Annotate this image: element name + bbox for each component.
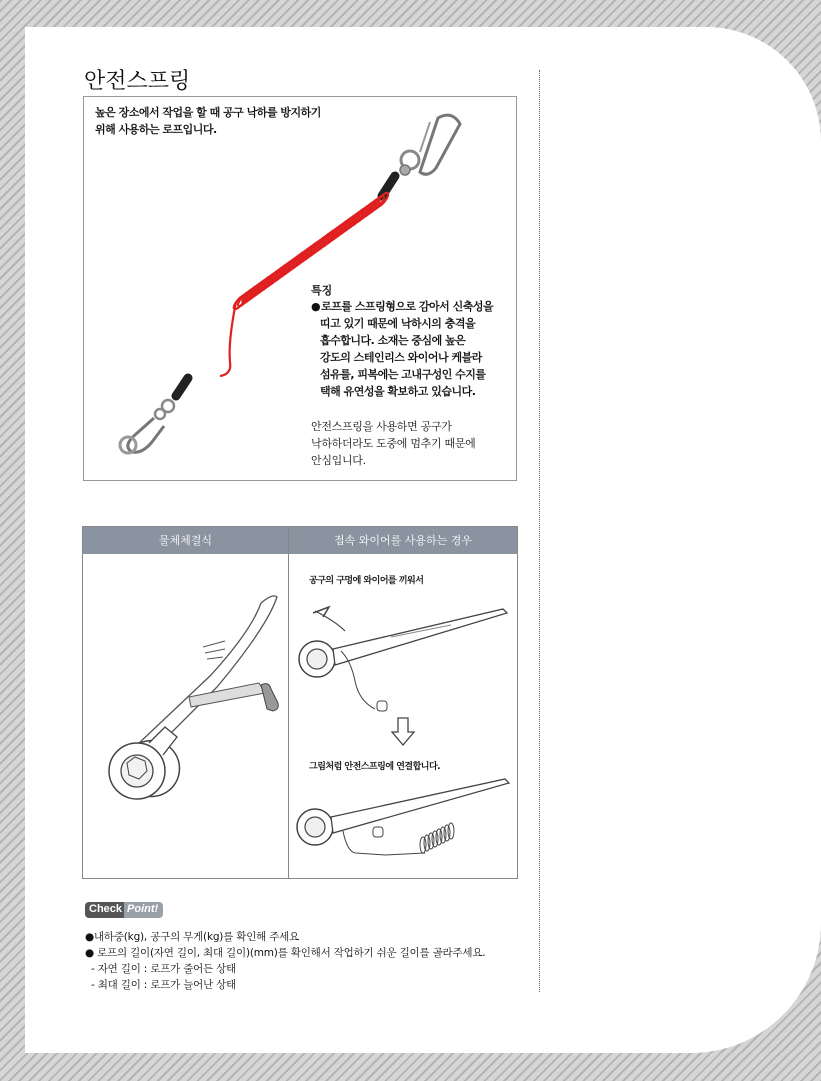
- checkpoint-badge: [85, 902, 163, 918]
- features-line: 흡수합니다. 소재는 중심에 높은: [320, 334, 466, 347]
- wrench-with-clip-illustration: [93, 567, 283, 837]
- features-title: 특징: [311, 284, 333, 297]
- note-line: 낙하하더라도 도중에 멈추기 때문에: [311, 437, 476, 450]
- checkpoint-note: ● 로프의 길이(자연 길이, 최대 길이)(mm)를 확인해서 작업하기 쉬운 길이를 골라주세요.: [85, 947, 486, 959]
- arrow-down-icon: [391, 717, 415, 747]
- features-line: 택해 유연성을 확보하고 있습니다.: [320, 385, 476, 398]
- wire-caption-1: 공구의 구멍에 와이어를 끼워서: [309, 576, 424, 586]
- features-line: 강도의 스테인리스 와이어나 케블라: [320, 351, 482, 364]
- features-line: 섬유를, 피복에는 고내구성인 수지를: [320, 368, 486, 381]
- wrench-wire-step1-illustration: [291, 591, 517, 711]
- checkpoint-note: - 자연 길이 : 로프가 줄어든 상태: [91, 963, 237, 975]
- checkpoint-notes: [85, 929, 535, 993]
- wrench-wire-step2-illustration: [291, 773, 517, 873]
- features-text: [311, 298, 511, 400]
- attachment-table: [82, 526, 518, 879]
- mini-coil-loop: [448, 823, 454, 839]
- checkpoint-label-a: Check: [85, 902, 124, 918]
- usage-note: [311, 418, 511, 469]
- checkpoint-note: - 최대 길이 : 로프가 늘어난 상태: [91, 979, 237, 991]
- note-line: 안전스프링을 사용하면 공구가: [311, 420, 452, 433]
- features-line: 띠고 있기 때문에 낙하시의 충격을: [320, 317, 476, 330]
- table-header-object: 물체체결식: [83, 527, 288, 554]
- page-title: 안전스프링: [84, 69, 191, 94]
- checkpoint-label-b: Point!: [124, 902, 163, 918]
- intro-text: 높은 장소에서 작업을 할 때 공구 낙하를 방지하기 위해 사용하는 로프입니다.: [95, 106, 321, 136]
- wire-caption-2: 그림처럼 안전스프링에 연결합니다.: [309, 762, 441, 772]
- note-line: 안심입니다.: [311, 454, 366, 467]
- table-column-divider: [288, 527, 289, 878]
- features-bullet: ●: [311, 300, 321, 313]
- features-line: 로프를 스프링형으로 감아서 신축성을: [321, 300, 494, 313]
- column-divider: [539, 70, 540, 992]
- checkpoint-note: ●내하중(kg), 공구의 무게(kg)를 확인해 주세요: [85, 931, 300, 943]
- table-header-wire: 접속 와이어를 사용하는 경우: [289, 527, 517, 554]
